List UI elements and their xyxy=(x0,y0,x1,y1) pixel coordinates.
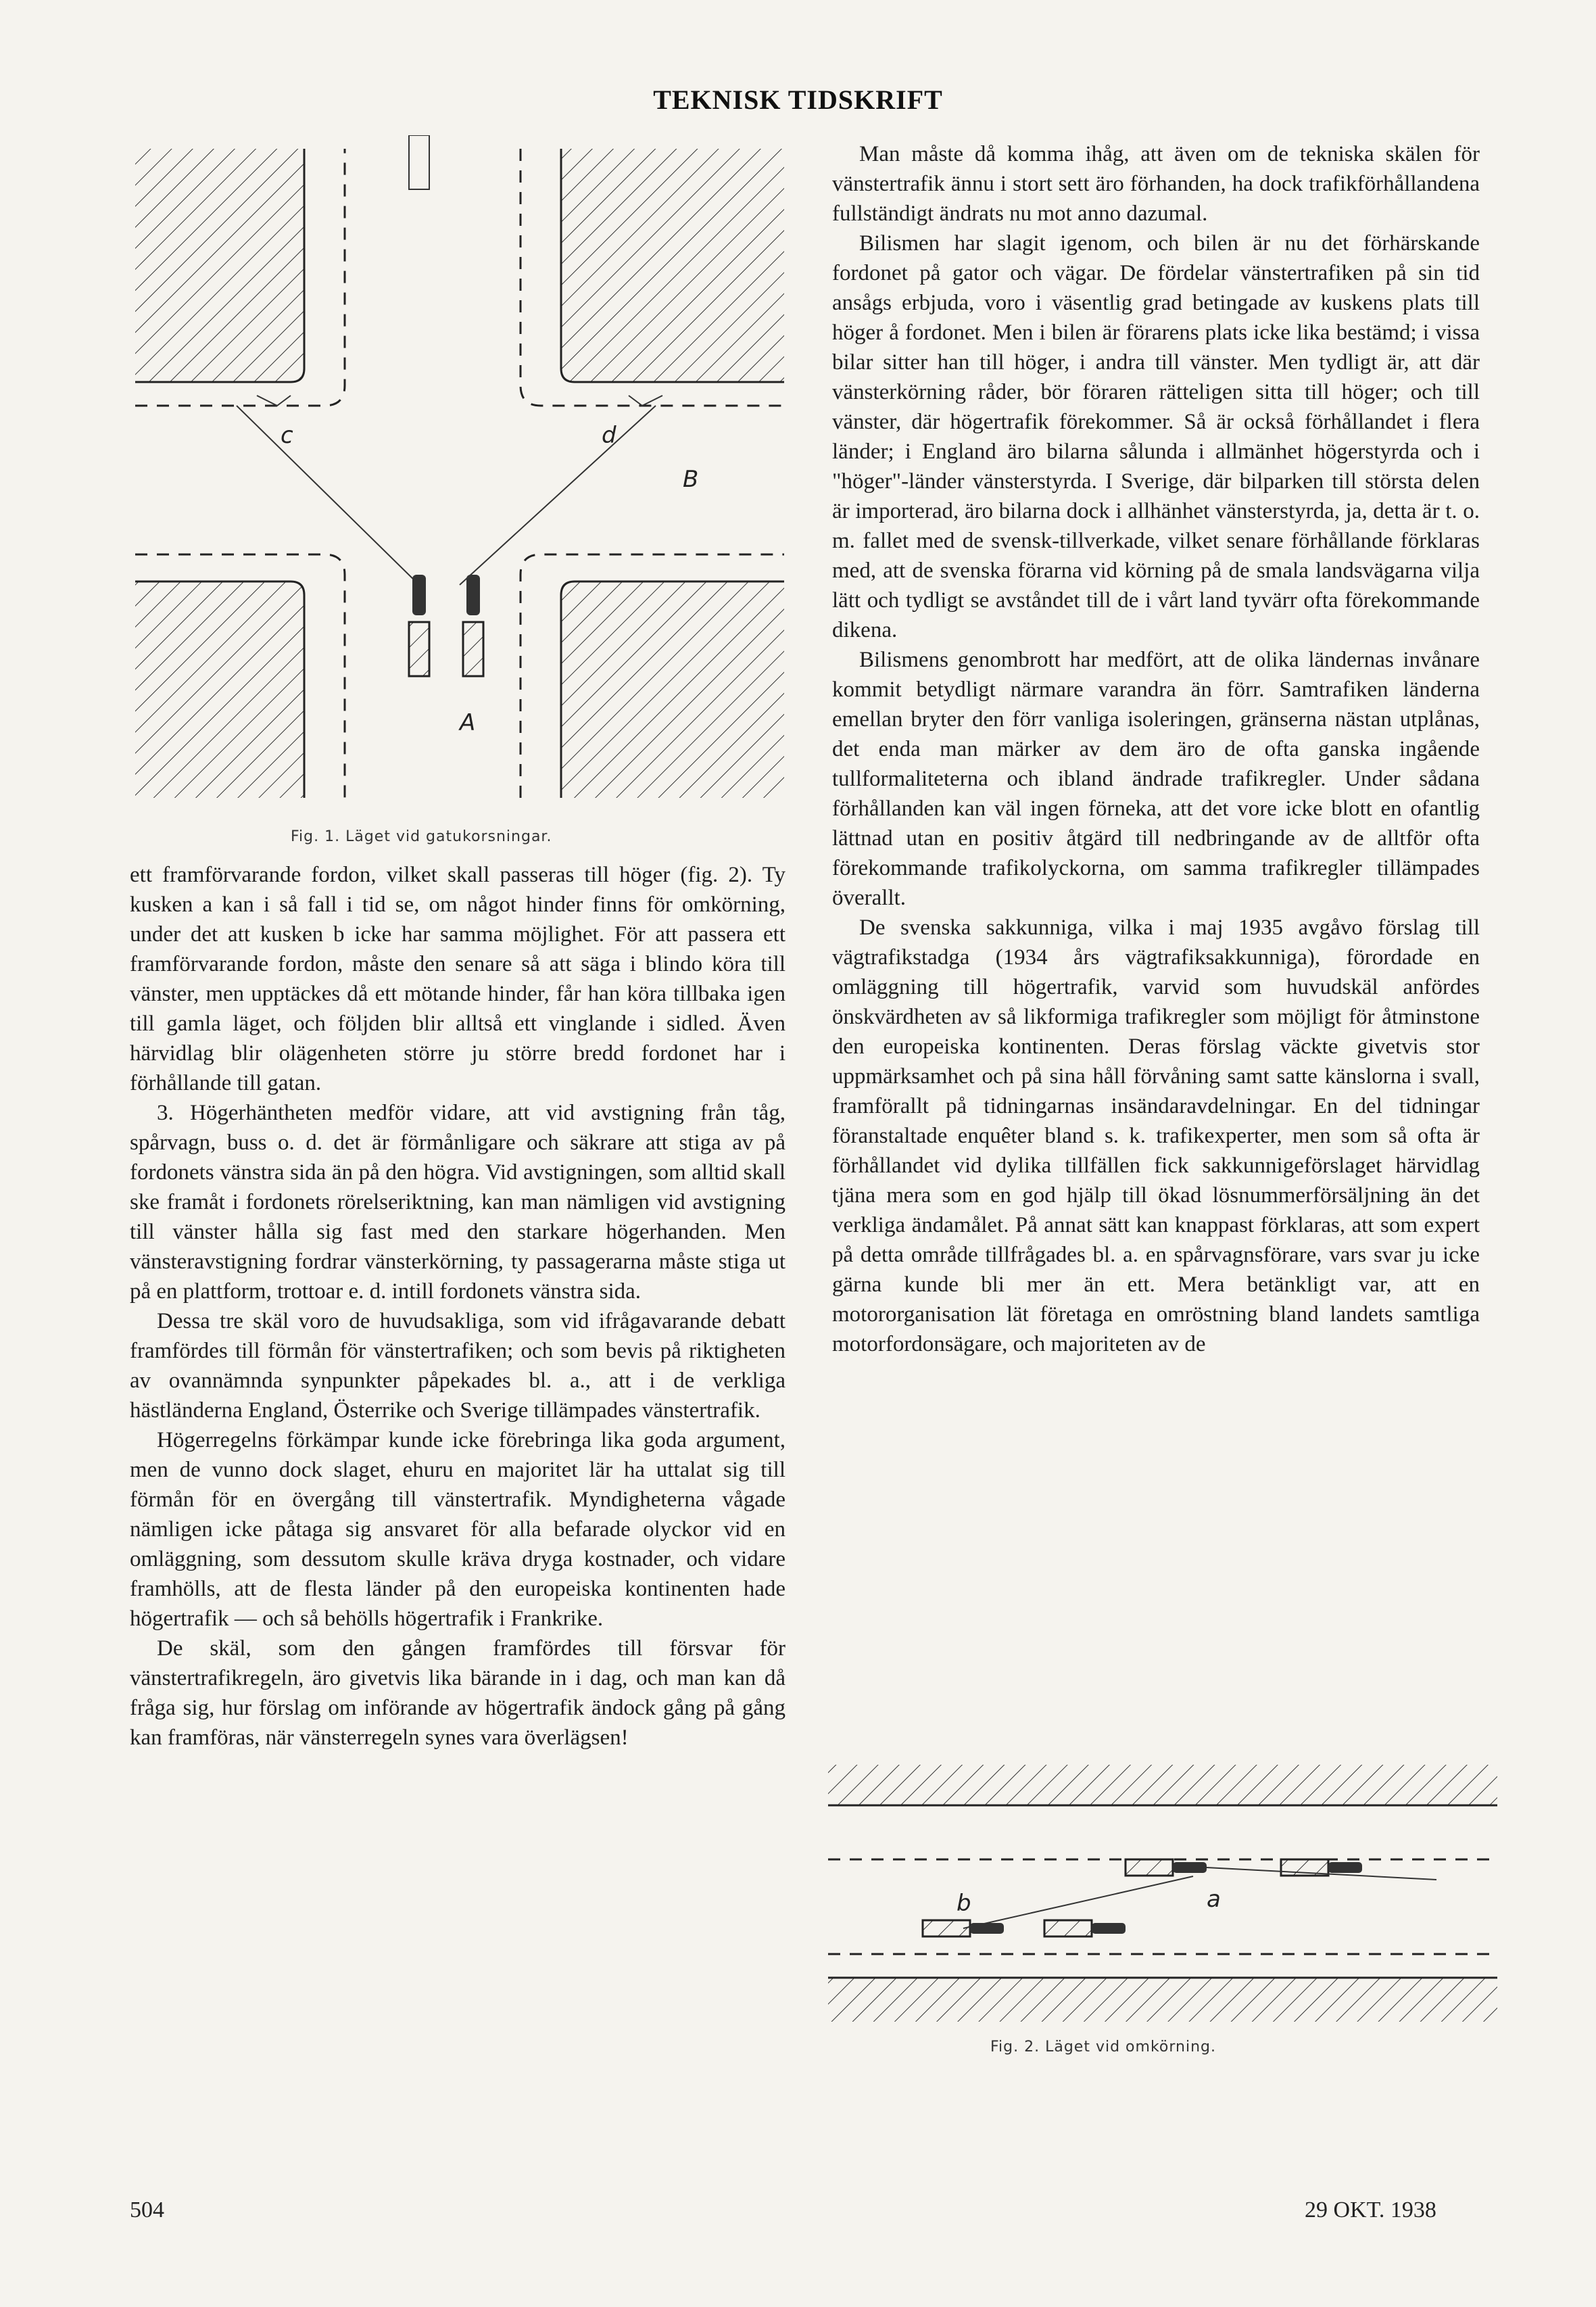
left-column xyxy=(130,860,785,1753)
label-A: A xyxy=(460,709,476,736)
label-a: a xyxy=(1207,1886,1221,1913)
label-B: B xyxy=(683,466,699,493)
paragraph: ett framförvarande fordon, vilket skall passeras till höger (fig. 2). Ty kusken a kan i så fall i tid se, om något hinder finns för omkörning, under det att kusken b icke har samma möjlighet. För att passera ett framförvarande fordon, måste den senare så att säga i blindo köra till vänster, men upptäckes då ett mötande hinder, får han köra tillbaka igen till gamla läget, och följden blir alltså ett vinglande i sidled. Även härvidlag blir olägenheten större ju större bredd fordonet har i förhållande till gatan. xyxy=(130,863,785,1095)
label-b: b xyxy=(957,1890,971,1917)
block-bottom-left xyxy=(135,581,304,798)
figure-2-caption: Fig. 2. Läget vid omkörning. xyxy=(990,2039,1216,2055)
paragraph: De skäl, som den gången framfördes till försvar för vänstertrafikregeln, äro givetvis lika bärande in i dag, och man kan då fråga sig, hur förslag om införande av högertrafik ändock gång på gång kan framföras, när vänsterregeln synes vara överlägsen! xyxy=(130,1636,785,1750)
label-d: d xyxy=(602,422,616,449)
figure-1-intersection xyxy=(122,135,798,852)
figure-2-overtaking xyxy=(828,1751,1497,2035)
page-number: 504 xyxy=(130,2197,164,2222)
block-bottom-right xyxy=(561,581,784,798)
block-top-right xyxy=(561,149,784,382)
paragraph: 3. Högerhäntheten medför vidare, att vid avstigning från tåg, spårvagn, buss o. d. det är förmånligare och säkrare att stiga av på fordonets vänstra sida än på den högra. Vid avstigningen, som alltid skall ske framåt i fordonets rörelseriktning, kan man nämligen vid avstigning till vänster hålla sig fast med den starkare högerhanden. Men vänsteravstigning fordrar vänsterkörning, ty passagerarna måste stiga ut på en plattform, trottoar e. d. intill fordonets vänstra sida. xyxy=(130,1101,785,1304)
paragraph: De svenska sakkunniga, vilka i maj 1935 avgåvo förslag till vägtrafikstadga (1934 års vägtrafiksakkunniga), förordade en omläggning till högertrafik, varvid som huvudskäl anfördes önskvärdheten av så likformiga trafikregler som möjligt för åtminstone den europeiska kontinenten. Deras förslag väckte givetvis stor uppmärksamhet och på sina håll förvåning samt satte känslorna i svall, framförallt på tidningarnas insändaravdelningar. En del tidningar föranstaltade enquêter bland s. k. trafikexperter, men som så ofta är förhållandet vid dylika tillfällen fick sakkunnigeförslaget härvidlag tjäna mera som en god hjälp till ökad lösnummerförsäljning än det verkliga ändamålet. På annat sätt kan knappast förklaras, att som expert på detta område tillfrågades bl. a. en spårvagnsförare, vars svar ju icke gärna kunde bli mer än ett. Mera betänkligt var, att en motororganisation lät företaga en omröstning bland landets samtliga motorfordonsägare, och majoriteten av de xyxy=(832,915,1480,1356)
paragraph: Bilismen har slagit igenom, och bilen är nu det förhärskande fordonet på gator och vägar. De fördelar vänstertrafiken på sin tid ansågs erbjuda, voro i väsentlig grad betingade av kuskens plats till höger å fordonet. Men i bilen är förarens plats icke lika bestämd; i vissa bilar sitter han till höger, i andra till vänster. Men tydligt är, att där vänsterkörning råder, bör föraren rätteligen sitta till höger; och till vänster, där högertrafik förekommer. Så är också förhållandet i flera länder; i England äro bilarna sålunda i allmänhet högerstyrda och i "höger"-länder vänsterstyrda. I Sverige, där bilparken till största delen är importerad, äro bilarna dock i allhänhet vänsterstyrda, ja, detta är t. o. m. fallet med de svensk-tillverkade, vilket senare förhållande förklaras med, att de svenska förarna vid körning på de smala landsvägarna vilja lätt och tydligt se avståndet till de i vårt land tyvärr ofta förekommande dikena. xyxy=(832,231,1480,642)
journal-title: TEKNISK TIDSKRIFT xyxy=(653,85,943,115)
figure-1-caption: Fig. 1. Läget vid gatukorsningar. xyxy=(291,828,552,845)
block-top-left xyxy=(135,149,304,382)
paragraph: Bilismens genombrott har medfört, att de olika ländernas invånare kommit betydligt närmare varandra än förr. Samtrafiken länderna emellan bryter den förr vanliga isoleringen, gränserna nästan utplånas, det enda man märker av dem äro de ofta ganska ingående tullformaliteterna och ibland ändrade trafikregler. Under sådana förhållanden kan väl ingen förneka, att det vore icke blott en ofantlig lättnad utan en positiv åtgärd till nedbringande av de alltför ofta förekommande trafikolyckorna, om samma trafikregler tillämpades överallt. xyxy=(832,648,1480,910)
right-column xyxy=(832,139,1480,1359)
issue-date: 29 OKT. 1938 xyxy=(1305,2197,1436,2222)
label-c: c xyxy=(281,422,293,449)
paragraph: Högerregelns förkämpar kunde icke förebringa lika goda argument, men de vunno dock slaget, ehuru en majoritet lär ha uttalat sig till förmån för en övergång till vänstertrafik. Myndigheterna vågade nämligen icke påtaga sig ansvaret för alla befarade olyckor vid en omläggning, som dessutom skulle kräva dryga kostnader, och vidare framhölls, att de flesta länder på den europeiska kontinenten hade högertrafik — och så behölls högertrafik i Frankrike. xyxy=(130,1428,785,1631)
paragraph: Man måste då komma ihåg, att även om de tekniska skälen för vänstertrafik ännu i stort sett äro förhanden, ha dock trafikförhållandena fullständigt ändrats nu mot anno dazumal. xyxy=(832,142,1480,226)
paragraph: Dessa tre skäl voro de huvudsakliga, som vid ifrågavarande debatt framfördes till förmån för vänstertrafiken; och som bevis på riktigheten av ovannämnda synpunkter påpekades bl. a., att i de verkliga hästländerna England, Österrike och Sverige tillämpades vänstertrafik. xyxy=(130,1309,785,1423)
